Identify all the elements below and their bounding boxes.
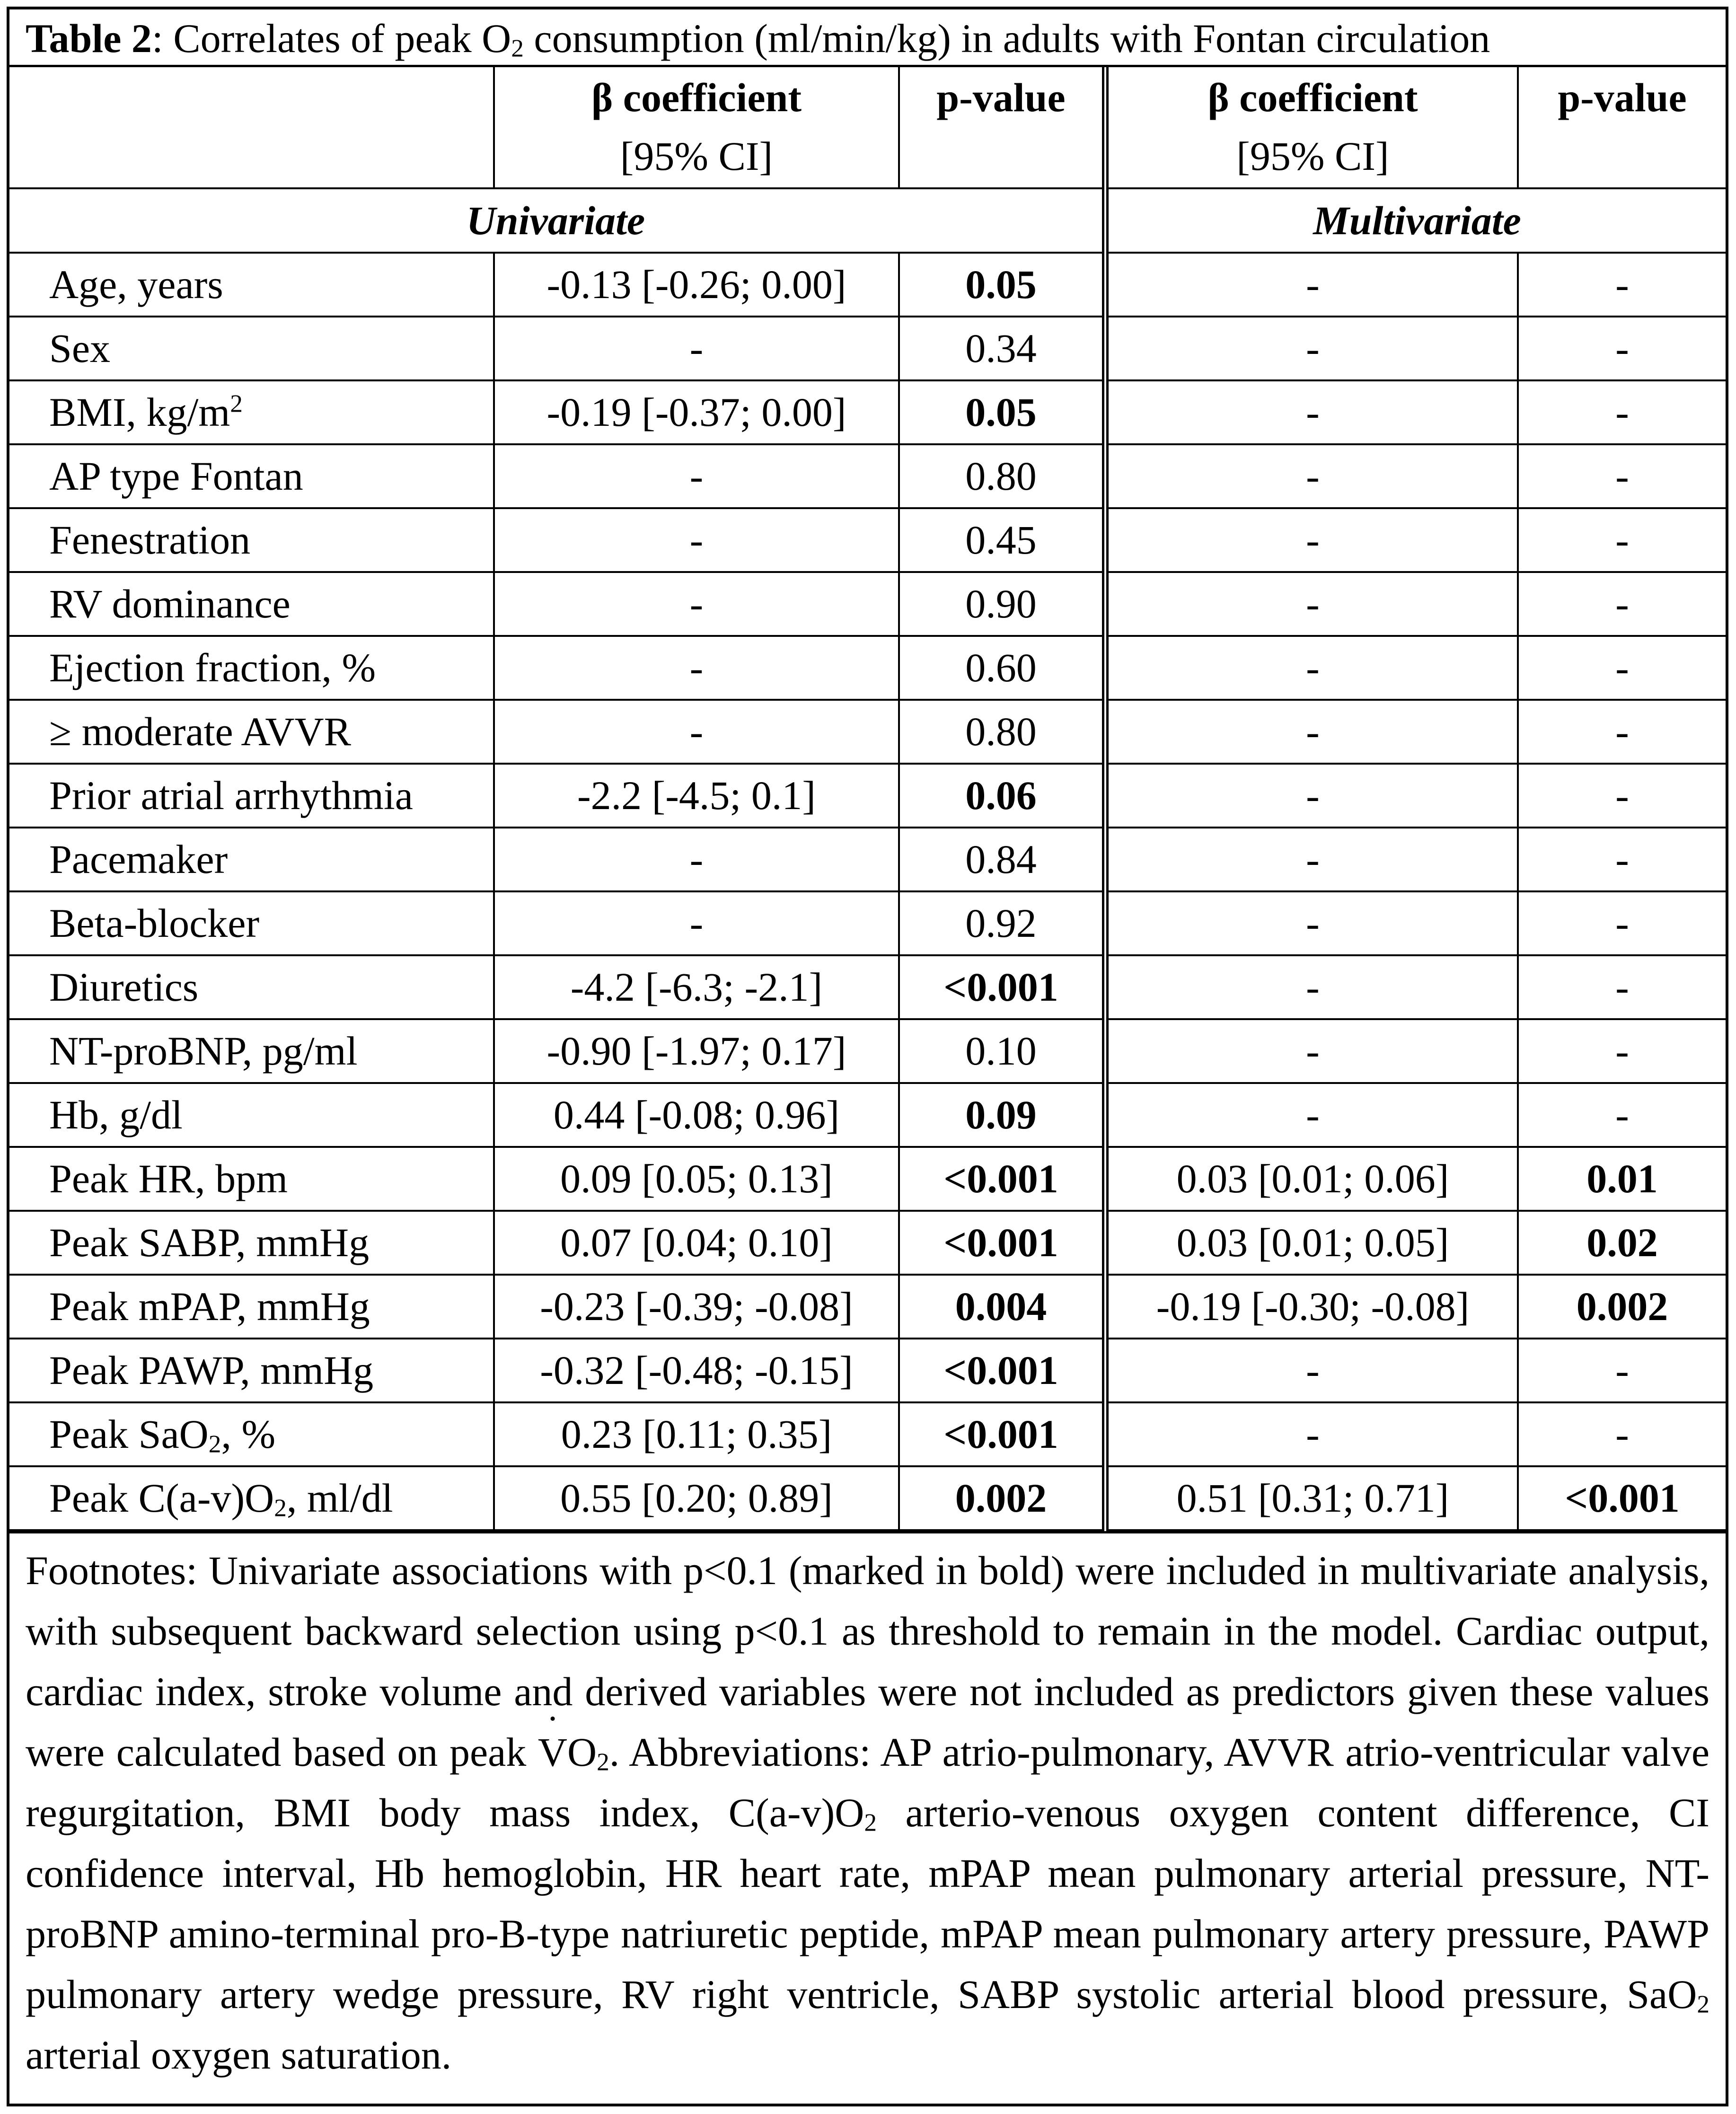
multivariate-coef-cell (1105, 317, 1518, 380)
footnote-text-2: . Abbreviations: AP atrio-pulmonary, AVVR atrio-ventricular valve regurgitation, BMI body mass index, C(a-v)O (26, 1729, 1710, 1835)
multivariate-coef-cell (1105, 1339, 1518, 1402)
univariate-coef-cell-text: - (689, 837, 704, 882)
footnote-text-4: arterial oxygen saturation. (26, 2032, 452, 2078)
multivariate-section-label: Multivariate (1105, 188, 1726, 253)
multivariate-p-cell (1518, 1211, 1726, 1275)
univariate-coef-cell (494, 508, 899, 572)
row-label (9, 764, 494, 828)
table-row (9, 508, 1726, 572)
row-label-text: Peak PAWP, mmHg (49, 1348, 374, 1393)
multivariate-p-header: p-value (1518, 67, 1726, 188)
univariate-coef-cell-text: - (689, 581, 704, 626)
row-label (9, 891, 494, 955)
multivariate-p-cell (1518, 253, 1726, 317)
caption-text: : Correlates of peak O (151, 16, 511, 61)
multivariate-coef-cell-text: - (1306, 964, 1320, 1010)
multivariate-coef-cell-text: - (1306, 900, 1320, 946)
table-caption (9, 9, 1726, 67)
row-label-text: NT-proBNP, pg/ml (49, 1028, 358, 1074)
row-label (9, 636, 494, 700)
row-label-text: Sex (49, 326, 110, 371)
table-row (9, 1211, 1726, 1275)
multivariate-p-cell-text: <0.001 (1565, 1475, 1680, 1521)
table-row (9, 1275, 1726, 1339)
univariate-p-cell-text: 0.80 (965, 709, 1037, 754)
univariate-p-cell (899, 891, 1105, 955)
univariate-coef-cell-text: 0.09 [0.05; 0.13] (560, 1156, 833, 1201)
table-row (9, 1466, 1726, 1530)
row-label (9, 700, 494, 764)
table-row (9, 444, 1726, 508)
univariate-p-cell (899, 380, 1105, 444)
vo2-v-dot: ˙ V (538, 1722, 567, 1782)
multivariate-coef-cell (1105, 572, 1518, 636)
multivariate-p-cell-text: - (1615, 964, 1629, 1010)
multivariate-p-cell-text: - (1615, 645, 1629, 690)
row-label (9, 253, 494, 317)
row-label-text: Diuretics (49, 964, 199, 1010)
univariate-p-cell-text: <0.001 (943, 1220, 1058, 1265)
univariate-p-cell-text: 0.90 (965, 581, 1037, 626)
column-header-row (9, 67, 1726, 188)
multivariate-coef-cell (1105, 1211, 1518, 1275)
univariate-p-cell (899, 828, 1105, 891)
univariate-coef-cell (494, 891, 899, 955)
multivariate-p-cell-text: - (1615, 1411, 1629, 1457)
row-label-text: Pacemaker (49, 837, 228, 882)
univariate-coef-cell (494, 1019, 899, 1083)
univariate-p-cell (899, 253, 1105, 317)
univariate-coef-cell (494, 444, 899, 508)
univariate-p-cell-text: 0.06 (965, 773, 1037, 818)
multivariate-coef-cell-text: - (1306, 326, 1320, 371)
multivariate-p-cell-text: - (1615, 1092, 1629, 1137)
table-row (9, 1019, 1726, 1083)
vo2-o: O (567, 1729, 597, 1775)
row-label (9, 1147, 494, 1211)
univariate-p-cell-text: 0.80 (965, 453, 1037, 499)
univariate-coef-cell-text: - (689, 900, 704, 946)
univariate-coef-cell (494, 317, 899, 380)
footnote-text-3: arterio-venous oxygen content difference, CI confidence interval, Hb hemoglobin, HR heart rate, mPAP mean pulmonary arterial pressure, NT-proBNP amino-terminal pro-B-type natriuretic peptide, mPAP mean pulmonary artery pressure, PAWP pulmonary artery wedge pressure, RV right ventricle, SABP systolic arterial blood pressure, SaO (26, 1790, 1710, 2017)
table-row (9, 828, 1726, 891)
multivariate-coef-cell-text: - (1306, 709, 1320, 754)
multivariate-p-cell (1518, 1466, 1726, 1530)
univariate-p-cell-text: 0.10 (965, 1028, 1037, 1074)
univariate-p-cell-text: 0.34 (965, 326, 1037, 371)
sao2-subscript: 2 (1697, 1990, 1710, 2018)
table-footnote (9, 1531, 1726, 2085)
univariate-coef-cell (494, 1083, 899, 1147)
univariate-p-cell (899, 1083, 1105, 1147)
univariate-p-cell (899, 572, 1105, 636)
univariate-section-label: Univariate (9, 188, 1105, 253)
table-row (9, 253, 1726, 317)
table-row (9, 572, 1726, 636)
univariate-p-cell (899, 317, 1105, 380)
row-label (9, 1466, 494, 1530)
vo2-subscript: 2 (597, 1747, 609, 1776)
multivariate-coef-cell (1105, 380, 1518, 444)
multivariate-coef-cell (1105, 764, 1518, 828)
row-label-text: Peak SABP, mmHg (49, 1220, 370, 1265)
multivariate-p-cell (1518, 1402, 1726, 1466)
row-label (9, 955, 494, 1019)
multivariate-coef-cell (1105, 508, 1518, 572)
row-label-text: Prior atrial arrhythmia (49, 773, 413, 818)
sao2-label-subscript: 2 (208, 1429, 221, 1458)
multivariate-coef-cell (1105, 1402, 1518, 1466)
cav-subscript: 2 (864, 1808, 877, 1837)
univariate-p-cell-text: 0.92 (965, 900, 1037, 946)
multivariate-p-cell (1518, 1339, 1726, 1402)
multivariate-coef-cell-text: -0.19 [-0.30; -0.08] (1156, 1284, 1470, 1329)
bmi-superscript: 2 (230, 389, 243, 418)
univariate-p-cell (899, 1466, 1105, 1530)
row-label-text: Ejection fraction, % (49, 645, 376, 690)
multivariate-coef-cell (1105, 828, 1518, 891)
footnote-text-1: Footnotes: Univariate associations with p<0.1 (marked in bold) were included in multivariate analysis, with subsequent backward selection using p<0.1 as threshold to remain in the model. Cardiac output, cardiac index, stroke volume and derived variables were not included as predictors given these values were calculated based on peak (26, 1548, 1710, 1775)
univariate-p-cell-text: 0.002 (955, 1475, 1047, 1521)
multivariate-p-cell (1518, 1019, 1726, 1083)
univariate-coef-cell-text: -0.90 [-1.97; 0.17] (546, 1028, 846, 1074)
multivariate-coef-cell-text: 0.03 [0.01; 0.06] (1176, 1156, 1449, 1201)
univariate-coef-cell (494, 828, 899, 891)
multivariate-p-cell-text: - (1615, 709, 1629, 754)
row-label (9, 1275, 494, 1339)
ci-label: [95% CI] (1236, 133, 1389, 179)
univariate-coef-cell (494, 700, 899, 764)
univariate-p-cell (899, 700, 1105, 764)
coef-label: β coefficient (591, 75, 802, 120)
table-row (9, 380, 1726, 444)
univariate-coef-header (494, 67, 899, 188)
multivariate-p-cell-text: - (1615, 1028, 1629, 1074)
row-label (9, 572, 494, 636)
row-label-text: Age, years (49, 262, 223, 307)
table-row (9, 1147, 1726, 1211)
multivariate-coef-cell (1105, 253, 1518, 317)
row-label-text: Peak SaO (49, 1411, 209, 1457)
univariate-p-cell (899, 1402, 1105, 1466)
univariate-p-cell (899, 764, 1105, 828)
header-empty-cell (9, 67, 494, 188)
univariate-p-cell (899, 1019, 1105, 1083)
row-label-text: RV dominance (49, 581, 291, 626)
multivariate-coef-cell (1105, 700, 1518, 764)
multivariate-p-cell-text: - (1615, 326, 1629, 371)
table-row (9, 700, 1726, 764)
multivariate-p-cell (1518, 508, 1726, 572)
multivariate-p-cell (1518, 572, 1726, 636)
univariate-coef-cell-text: -0.23 [-0.39; -0.08] (540, 1284, 853, 1329)
univariate-p-cell (899, 636, 1105, 700)
univariate-coef-cell-text: -2.2 [-4.5; 0.1] (577, 773, 816, 818)
multivariate-coef-cell-text: - (1306, 645, 1320, 690)
multivariate-p-cell-text: 0.002 (1576, 1284, 1668, 1329)
row-label (9, 1019, 494, 1083)
multivariate-p-cell (1518, 1083, 1726, 1147)
multivariate-p-cell-text: - (1615, 581, 1629, 626)
coef-label: β coefficient (1207, 75, 1418, 120)
multivariate-p-cell (1518, 828, 1726, 891)
multivariate-p-cell (1518, 444, 1726, 508)
univariate-p-cell-text: <0.001 (943, 1411, 1058, 1457)
univariate-p-header: p-value (899, 67, 1105, 188)
row-label (9, 508, 494, 572)
row-label-text: BMI, kg/m (49, 389, 230, 435)
multivariate-coef-cell-text: - (1306, 1028, 1320, 1074)
multivariate-coef-cell (1105, 891, 1518, 955)
univariate-coef-cell (494, 1466, 899, 1530)
univariate-coef-cell-text: - (689, 326, 704, 371)
multivariate-p-cell (1518, 955, 1726, 1019)
multivariate-p-cell (1518, 317, 1726, 380)
multivariate-coef-cell (1105, 636, 1518, 700)
multivariate-p-cell-text: - (1615, 1348, 1629, 1393)
multivariate-coef-cell-text: - (1306, 453, 1320, 499)
multivariate-coef-cell-text: 0.03 [0.01; 0.05] (1176, 1220, 1449, 1265)
multivariate-p-cell (1518, 764, 1726, 828)
multivariate-coef-cell-text: - (1306, 1092, 1320, 1137)
multivariate-coef-cell (1105, 1147, 1518, 1211)
univariate-coef-cell (494, 636, 899, 700)
univariate-coef-cell (494, 1339, 899, 1402)
univariate-coef-cell-text: -0.32 [-0.48; -0.15] (540, 1348, 853, 1393)
univariate-p-cell-text: 0.05 (965, 262, 1037, 307)
multivariate-coef-cell-text: - (1306, 581, 1320, 626)
univariate-coef-cell (494, 1147, 899, 1211)
row-label-text: Peak C(a-v)O (49, 1475, 274, 1521)
multivariate-coef-cell (1105, 1466, 1518, 1530)
row-label (9, 444, 494, 508)
row-label-text: Peak HR, bpm (49, 1156, 288, 1201)
table-row (9, 317, 1726, 380)
row-label (9, 1211, 494, 1275)
table-row (9, 764, 1726, 828)
univariate-coef-cell-text: 0.55 [0.20; 0.89] (560, 1475, 833, 1521)
multivariate-p-cell (1518, 1275, 1726, 1339)
multivariate-coef-cell (1105, 955, 1518, 1019)
row-label-text: Hb, g/dl (49, 1092, 183, 1137)
multivariate-p-cell (1518, 891, 1726, 955)
multivariate-p-cell-text: - (1615, 773, 1629, 818)
multivariate-p-cell (1518, 700, 1726, 764)
section-header-row (9, 188, 1726, 253)
row-label (9, 828, 494, 891)
multivariate-p-cell (1518, 1147, 1726, 1211)
multivariate-coef-cell (1105, 1019, 1518, 1083)
row-label-text: Fenestration (49, 517, 251, 563)
row-label (9, 380, 494, 444)
univariate-p-cell-text: 0.45 (965, 517, 1037, 563)
univariate-coef-cell (494, 1275, 899, 1339)
row-label-text: ≥ moderate AVVR (49, 709, 351, 754)
multivariate-p-cell-text: - (1615, 900, 1629, 946)
univariate-coef-cell-text: -0.13 [-0.26; 0.00] (546, 262, 846, 307)
multivariate-coef-cell-text: - (1306, 1348, 1320, 1393)
univariate-coef-cell-text: -0.19 [-0.37; 0.00] (546, 389, 846, 435)
univariate-p-cell-text: 0.84 (965, 837, 1037, 882)
row-label (9, 1083, 494, 1147)
univariate-coef-cell (494, 572, 899, 636)
univariate-p-cell (899, 444, 1105, 508)
univariate-p-cell (899, 1147, 1105, 1211)
caption-text-tail: consumption (ml/min/kg) in adults with Fontan circulation (523, 16, 1490, 61)
univariate-p-cell-text: <0.001 (943, 1156, 1058, 1201)
univariate-p-cell-text: <0.001 (943, 964, 1058, 1010)
row-label-text: Beta-blocker (49, 900, 260, 946)
univariate-p-cell-text: 0.05 (965, 389, 1037, 435)
univariate-p-cell (899, 955, 1105, 1019)
row-label (9, 317, 494, 380)
multivariate-p-cell-text: 0.02 (1586, 1220, 1658, 1265)
univariate-p-cell-text: <0.001 (943, 1348, 1058, 1393)
row-label (9, 1402, 494, 1466)
row-label-text: Peak mPAP, mmHg (49, 1284, 370, 1329)
univariate-p-cell (899, 1339, 1105, 1402)
multivariate-coef-cell-text: - (1306, 1411, 1320, 1457)
univariate-coef-cell-text: 0.07 [0.04; 0.10] (560, 1220, 833, 1265)
row-label (9, 1339, 494, 1402)
univariate-p-cell-text: 0.09 (965, 1092, 1037, 1137)
univariate-coef-cell (494, 1211, 899, 1275)
caption-subscript: 2 (511, 34, 524, 62)
multivariate-p-cell-text: - (1615, 262, 1629, 307)
row-label-text: AP type Fontan (49, 453, 303, 499)
univariate-p-cell-text: 0.60 (965, 645, 1037, 690)
table-row (9, 1402, 1726, 1466)
correlates-table (9, 67, 1726, 1531)
univariate-coef-cell-text: -4.2 [-6.3; -2.1] (570, 964, 823, 1010)
multivariate-coef-cell-text: - (1306, 517, 1320, 563)
univariate-p-cell (899, 508, 1105, 572)
table-document (7, 7, 1728, 2106)
univariate-coef-cell-text: 0.44 [-0.08; 0.96] (553, 1092, 840, 1137)
multivariate-p-cell-text: 0.01 (1586, 1156, 1658, 1201)
cav-label-subscript: 2 (274, 1493, 287, 1522)
multivariate-p-cell (1518, 636, 1726, 700)
univariate-p-cell (899, 1211, 1105, 1275)
multivariate-coef-cell-text: - (1306, 262, 1320, 307)
multivariate-coef-cell (1105, 1083, 1518, 1147)
univariate-coef-cell (494, 380, 899, 444)
univariate-coef-cell-text: - (689, 709, 704, 754)
ci-label: [95% CI] (620, 133, 773, 179)
multivariate-p-cell-text: - (1615, 453, 1629, 499)
multivariate-p-cell (1518, 380, 1726, 444)
univariate-coef-cell (494, 764, 899, 828)
univariate-p-cell-text: 0.004 (955, 1284, 1047, 1329)
table-row (9, 1083, 1726, 1147)
table-row (9, 1339, 1726, 1402)
multivariate-coef-cell (1105, 1275, 1518, 1339)
univariate-coef-cell (494, 253, 899, 317)
univariate-coef-cell-text: - (689, 453, 704, 499)
table-row (9, 636, 1726, 700)
multivariate-p-cell-text: - (1615, 837, 1629, 882)
multivariate-coef-cell-text: - (1306, 837, 1320, 882)
univariate-coef-cell (494, 1402, 899, 1466)
table-number: Table 2 (26, 16, 152, 61)
multivariate-coef-cell (1105, 444, 1518, 508)
univariate-coef-cell-text: - (689, 517, 704, 563)
univariate-coef-cell-text: 0.23 [0.11; 0.35] (561, 1411, 832, 1457)
univariate-p-cell (899, 1275, 1105, 1339)
multivariate-p-cell-text: - (1615, 389, 1629, 435)
multivariate-coef-cell-text: - (1306, 773, 1320, 818)
table-row (9, 891, 1726, 955)
multivariate-coef-cell-text: - (1306, 389, 1320, 435)
cav-label-tail: , ml/dl (286, 1475, 393, 1521)
multivariate-coef-cell-text: 0.51 [0.31; 0.71] (1176, 1475, 1449, 1521)
table-row (9, 955, 1726, 1019)
univariate-coef-cell (494, 955, 899, 1019)
multivariate-p-cell-text: - (1615, 517, 1629, 563)
univariate-coef-cell-text: - (689, 645, 704, 690)
multivariate-coef-header (1105, 67, 1518, 188)
sao2-label-tail: , % (221, 1411, 276, 1457)
